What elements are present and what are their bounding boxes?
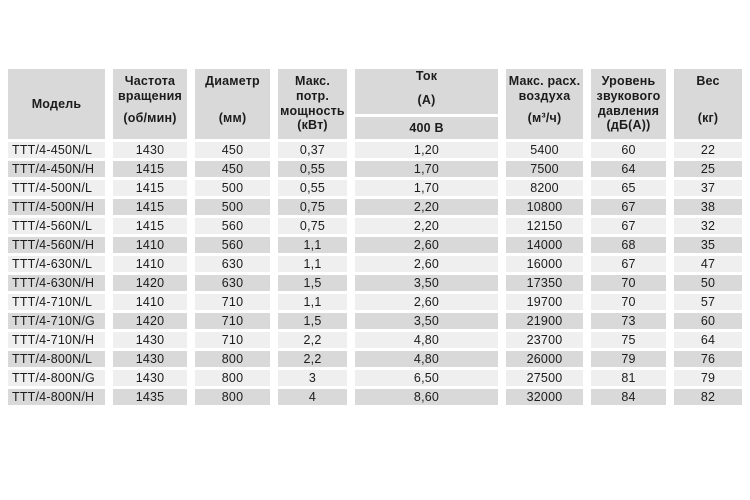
value-cell: 3,50 [355,275,498,291]
value-cell: 710 [195,332,270,348]
value-cell: 1430 [113,370,187,386]
value-cell: 27500 [506,370,583,386]
value-cell: 47 [674,256,742,272]
header-current [355,69,498,114]
table-row [8,294,742,310]
value-cell: 1,70 [355,161,498,177]
value-cell: 5400 [506,142,583,158]
value-cell: 1430 [113,142,187,158]
table-row [8,256,742,272]
value-cell: 70 [591,275,666,291]
value-cell: 630 [195,256,270,272]
value-cell: 1,20 [355,142,498,158]
value-cell: 1,5 [278,313,347,329]
value-cell: 630 [195,275,270,291]
value-cell: 4,80 [355,332,498,348]
value-cell: 0,75 [278,218,347,234]
value-cell: 26000 [506,351,583,367]
value-cell: 0,75 [278,199,347,215]
value-cell: 60 [674,313,742,329]
header-max-power-unit: (кВт) [297,118,328,133]
header-current-unit: (А) [417,92,436,107]
value-cell: 800 [195,370,270,386]
header-max-power [278,69,347,139]
table-row [8,237,742,253]
value-cell: 800 [195,351,270,367]
value-cell: 50 [674,275,742,291]
header-voltage: 400 В [355,117,498,139]
value-cell: 57 [674,294,742,310]
value-cell: 1410 [113,237,187,253]
value-cell: 2,2 [278,351,347,367]
value-cell: 560 [195,237,270,253]
value-cell: 25 [674,161,742,177]
model-cell: TTT/4-710N/H [8,332,105,348]
value-cell: 710 [195,294,270,310]
value-cell: 37 [674,180,742,196]
value-cell: 0,37 [278,142,347,158]
value-cell: 68 [591,237,666,253]
header-rotation-speed-label: Частота вращения [118,74,182,103]
value-cell: 2,60 [355,294,498,310]
value-cell: 32 [674,218,742,234]
table-row [8,351,742,367]
value-cell: 1430 [113,351,187,367]
value-cell: 10800 [506,199,583,215]
table-row [8,313,742,329]
value-cell: 73 [591,313,666,329]
value-cell: 1410 [113,294,187,310]
value-cell: 64 [674,332,742,348]
value-cell: 2,60 [355,237,498,253]
value-cell: 0,55 [278,180,347,196]
fan-spec-table [0,66,750,408]
value-cell: 2,2 [278,332,347,348]
value-cell: 500 [195,180,270,196]
value-cell: 710 [195,313,270,329]
header-diameter [195,69,270,139]
value-cell: 67 [591,218,666,234]
value-cell: 800 [195,389,270,405]
value-cell: 81 [591,370,666,386]
header-weight-unit: (кг) [697,111,719,126]
table-header [8,69,742,139]
table-row [8,199,742,215]
value-cell: 82 [674,389,742,405]
value-cell: 19700 [506,294,583,310]
value-cell: 560 [195,218,270,234]
value-cell: 65 [591,180,666,196]
value-cell: 2,20 [355,199,498,215]
value-cell: 1415 [113,180,187,196]
value-cell: 67 [591,256,666,272]
model-cell: TTT/4-800N/H [8,389,105,405]
value-cell: 1,1 [278,237,347,253]
header-diameter-label: Диаметр [205,74,260,88]
value-cell: 35 [674,237,742,253]
model-cell: TTT/4-800N/L [8,351,105,367]
model-cell: TTT/4-560N/L [8,218,105,234]
value-cell: 32000 [506,389,583,405]
value-cell: 7500 [506,161,583,177]
model-cell: TTT/4-630N/H [8,275,105,291]
value-cell: 16000 [506,256,583,272]
value-cell: 3 [278,370,347,386]
value-cell: 0,55 [278,161,347,177]
model-cell: TTT/4-450N/H [8,161,105,177]
value-cell: 64 [591,161,666,177]
header-model [8,69,105,139]
table-row [8,332,742,348]
model-cell: TTT/4-450N/L [8,142,105,158]
header-sound-level-label: Уровень звукового давления [596,74,661,118]
header-airflow-unit: (м³/ч) [527,111,562,126]
model-cell: TTT/4-800N/G [8,370,105,386]
value-cell: 75 [591,332,666,348]
value-cell: 79 [674,370,742,386]
value-cell: 84 [591,389,666,405]
table-row [8,180,742,196]
value-cell: 2,20 [355,218,498,234]
value-cell: 1,70 [355,180,498,196]
table-body [8,142,742,405]
value-cell: 1420 [113,313,187,329]
table-row [8,161,742,177]
header-sound-level [591,69,666,139]
header-max-power-label: Макс. потр. мощность [280,74,345,118]
value-cell: 70 [591,294,666,310]
value-cell: 6,50 [355,370,498,386]
value-cell: 4,80 [355,351,498,367]
value-cell: 79 [591,351,666,367]
header-airflow-label: Макс. расх. воздуха [508,74,581,103]
value-cell: 1415 [113,161,187,177]
value-cell: 8200 [506,180,583,196]
value-cell: 3,50 [355,313,498,329]
value-cell: 67 [591,199,666,215]
header-airflow [506,69,583,139]
value-cell: 1,1 [278,256,347,272]
table-row [8,389,742,405]
table-row [8,218,742,234]
value-cell: 1430 [113,332,187,348]
value-cell: 1415 [113,199,187,215]
header-model-label: Модель [31,96,82,111]
model-cell: TTT/4-500N/H [8,199,105,215]
header-rotation-speed [113,69,187,139]
value-cell: 500 [195,199,270,215]
value-cell: 1420 [113,275,187,291]
model-cell: TTT/4-560N/H [8,237,105,253]
table-row [8,275,742,291]
value-cell: 4 [278,389,347,405]
value-cell: 1435 [113,389,187,405]
value-cell: 12150 [506,218,583,234]
table-row [8,142,742,158]
value-cell: 450 [195,142,270,158]
value-cell: 2,60 [355,256,498,272]
header-weight-label: Вес [696,74,720,88]
table-row [8,370,742,386]
header-rotation-speed-unit: (об/мин) [123,111,177,126]
value-cell: 1,1 [278,294,347,310]
value-cell: 22 [674,142,742,158]
value-cell: 17350 [506,275,583,291]
value-cell: 76 [674,351,742,367]
value-cell: 8,60 [355,389,498,405]
value-cell: 1,5 [278,275,347,291]
value-cell: 450 [195,161,270,177]
value-cell: 60 [591,142,666,158]
model-cell: TTT/4-710N/L [8,294,105,310]
header-sound-level-unit: (дБ(А)) [606,118,651,133]
value-cell: 21900 [506,313,583,329]
header-current-label: Ток [415,69,438,83]
model-cell: TTT/4-500N/L [8,180,105,196]
value-cell: 38 [674,199,742,215]
header-diameter-unit: (мм) [218,111,247,126]
value-cell: 1415 [113,218,187,234]
value-cell: 23700 [506,332,583,348]
model-cell: TTT/4-630N/L [8,256,105,272]
value-cell: 14000 [506,237,583,253]
value-cell: 1410 [113,256,187,272]
model-cell: TTT/4-710N/G [8,313,105,329]
header-weight [674,69,742,139]
